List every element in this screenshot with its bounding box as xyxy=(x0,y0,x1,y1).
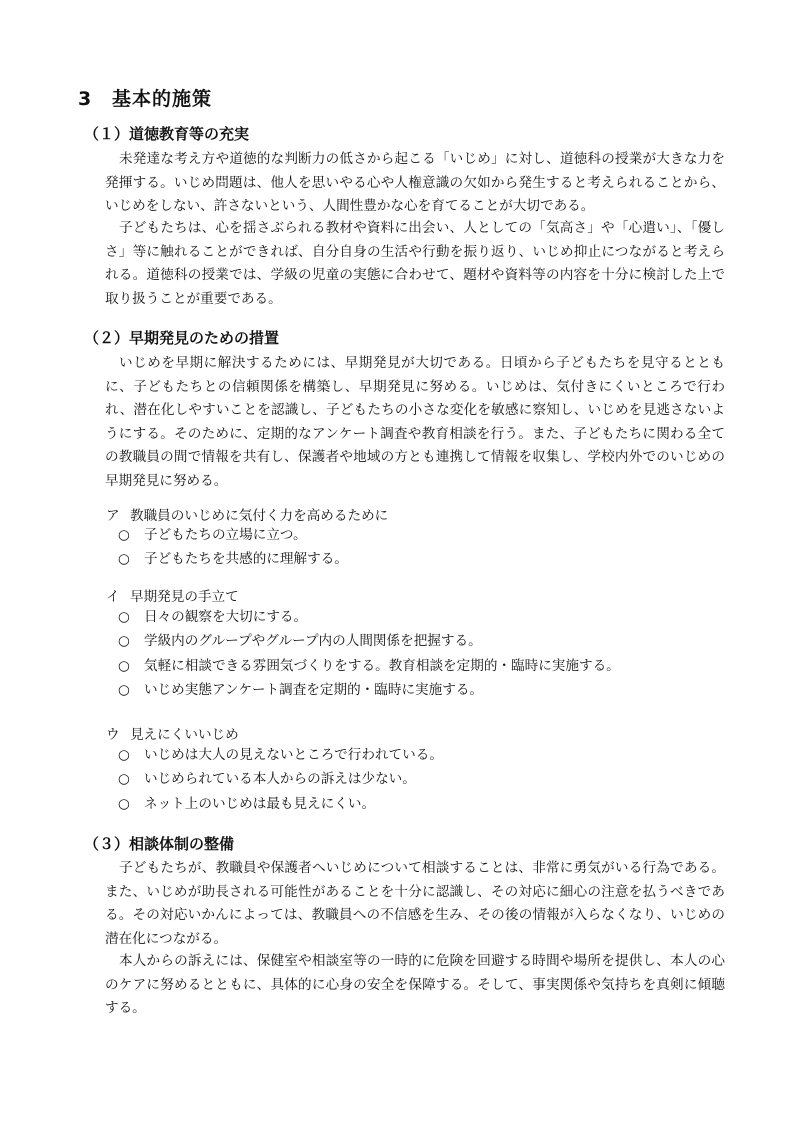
bullet-icon: ○ xyxy=(118,551,130,568)
paragraph: 本人からの訴えには、保健室や相談室等の一時的に危険を回避する時間や場所を提供し、本人の心のケアに努めるとともに、具体的に心身の安全を保障する。そして、事実関係や気持ちを真剣に傾聴する。 xyxy=(105,953,725,1016)
bullet-list xyxy=(118,743,443,816)
subsection-label: ア xyxy=(106,508,120,524)
subsection-title: 教職員のいじめに気付く力を高めるために xyxy=(130,508,389,524)
bullet-list xyxy=(118,605,620,702)
list-item: ○ 日々の観察を大切にする。 xyxy=(118,605,620,629)
subsection-heading xyxy=(106,504,388,524)
subsection-label: イ xyxy=(106,589,120,605)
list-item: ○ ネット上のいじめは最も見えにくい。 xyxy=(118,792,443,816)
subsection-label: ウ xyxy=(106,727,120,743)
list-item: ○ いじめられている本人からの訴えは少ない。 xyxy=(118,767,443,791)
list-item: ○ いじめは大人の見えないところで行われている。 xyxy=(118,743,443,767)
bullet-list xyxy=(118,523,348,572)
bullet-icon: ○ xyxy=(118,527,130,543)
bullet-icon: ○ xyxy=(118,657,130,674)
list-item: ○ いじめ実態アンケート調査を定期的・臨時に実施する。 xyxy=(118,678,620,702)
section-title: （１）道徳教育等の充実 xyxy=(84,125,250,143)
bullet-icon: ○ xyxy=(118,795,130,812)
paragraph: 未発達な考え方や道徳的な判断力の低さから起こる「いじめ」に対し、道徳科の授業が大きな力を発揮する。いじめ問題は、他人を思いやる心や人権意識の欠如から発生すると考えられることから、いじめをしない、許さないという、人間性豊かな心を育てることが大切である。 xyxy=(105,151,725,214)
heading-title: 基本的施策 xyxy=(112,88,213,110)
subsection-heading xyxy=(106,585,239,605)
list-item: ○ 学級内のグループやグループ内の人間関係を把握する。 xyxy=(118,629,620,653)
heading-number: 3 xyxy=(78,88,93,110)
subsection-heading xyxy=(106,723,239,743)
bullet-icon: ○ xyxy=(118,609,130,625)
bullet-icon: ○ xyxy=(118,771,130,788)
paragraph: 子どもたちが、教職員や保護者へいじめについて相談することは、非常に勇気がいる行為である。また、いじめが助長される可能性があることを十分に認識し、その対応に細心の注意を払うべきである。その対応いかんによっては、教職員への不信感を生み、その後の情報が入らなくなり、いじめの潜在化につながる。 xyxy=(105,860,725,947)
section-title: （２）早期発見のための措置 xyxy=(84,329,280,347)
bullet-icon: ○ xyxy=(118,633,130,650)
subsection-title: 見えにくいいじめ xyxy=(130,727,239,743)
main-heading xyxy=(78,84,212,111)
list-item: ○ 子どもたちの立場に立つ。 xyxy=(118,523,348,547)
bullet-icon: ○ xyxy=(118,681,130,698)
bullet-icon: ○ xyxy=(118,747,130,763)
paragraph: いじめを早期に解決するためには、早期発見が大切である。日頃から子どもたちを見守るとともに、子どもたちとの信頼関係を構築し、早期発見に努める。いじめは、気付きにくいところで行われ、潜在化しやすいことを認識し、子どもたちの小さな変化を敏感に察知し、いじめを見逃さないようにする。そのために、定期的なアンケート調査や教育相談を行う。また、子どもたちに関わる全ての教職員の間で情報を共有し、保護者や地域の方とも連携して情報を収集し、学校内外でのいじめの早期発見に努める。 xyxy=(105,355,725,489)
subsection-title: 早期発見の手立て xyxy=(130,589,239,605)
section-title: （３）相談体制の整備 xyxy=(84,835,235,853)
list-item: ○ 子どもたちを共感的に理解する。 xyxy=(118,547,348,571)
list-item: ○ 気軽に相談できる雰囲気づくりをする。教育相談を定期的・臨時に実施する。 xyxy=(118,654,620,678)
paragraph: 子どもたちは、心を揺さぶられる教材や資料に出会い、人としての「気高さ」や「心遣い」、「優しさ」等に触れることができれば、自分自身の生活や行動を振り返り、いじめ抑止につながると考えられる。道徳科の授業では、学級の児童の実態に合わせて、題材や資料等の内容を十分に検討した上で取り扱うことが重要である。 xyxy=(105,220,725,307)
